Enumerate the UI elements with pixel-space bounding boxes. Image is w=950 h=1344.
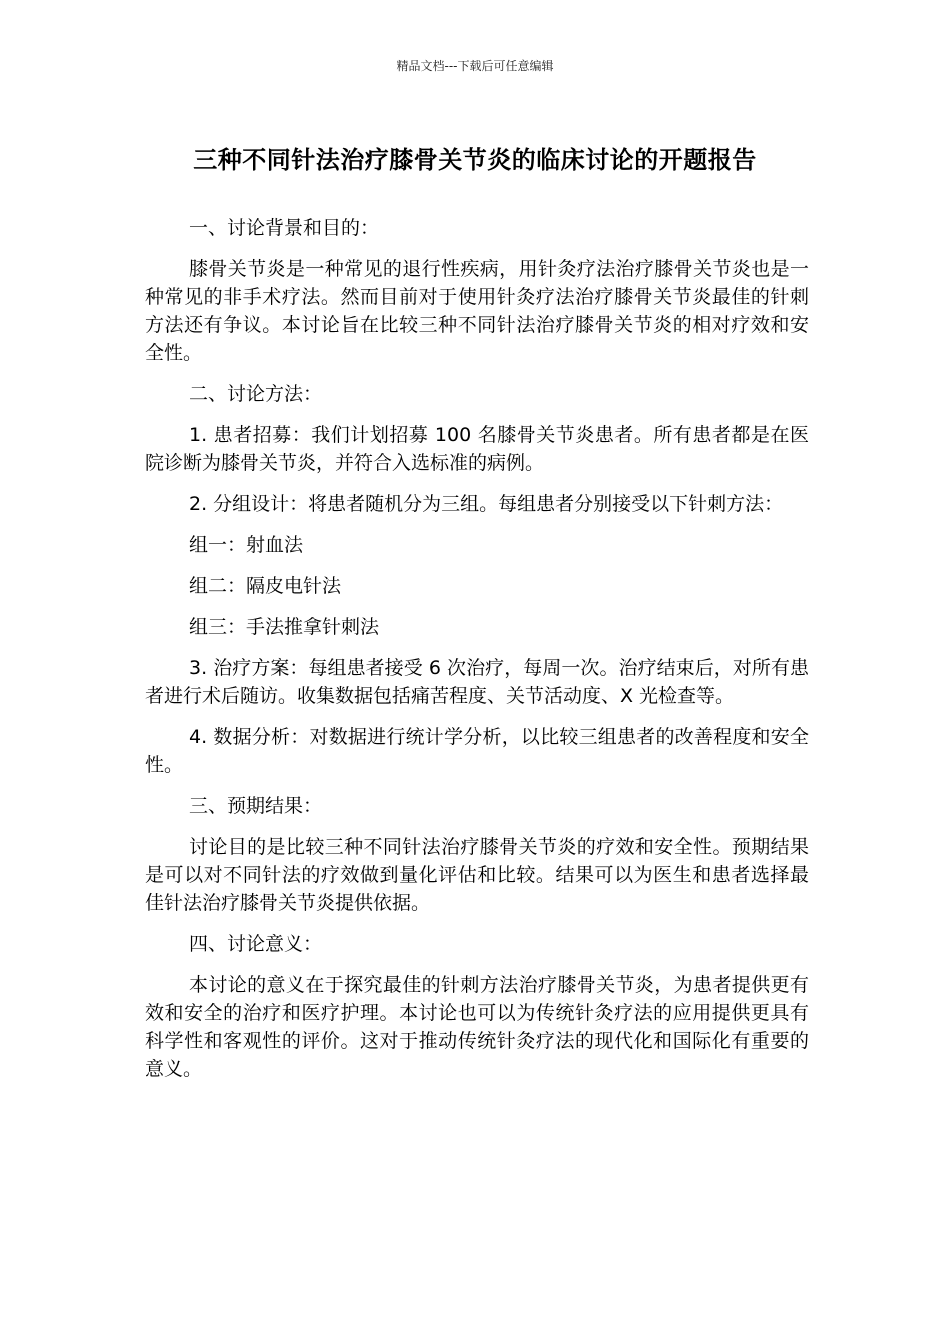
document-body: [145, 214, 809, 1096]
group-three-item: 组三：手法推拿针刺法: [189, 616, 380, 638]
document-title: 三种不同针法治疗膝骨关节炎的临床讨论的开题报告: [193, 146, 757, 174]
paragraph-significance: 本讨论的意义在于探究最佳的针刺方法治疗膝骨关节炎，为患者提供更有效和安全的治疗和医疗护理。本讨论也可以为传统针灸疗法的应用提供更具有科学性和客观性的评价。这对于推动传统针灸疗法的现代化和国际化有重要的意义。: [145, 974, 809, 1080]
paragraph-grouping: 2. 分组设计：将患者随机分为三组。每组患者分别接受以下针刺方法：: [189, 493, 784, 515]
section-heading-expected-results: 三、预期结果：: [189, 795, 323, 817]
section-heading-significance: 四、讨论意义：: [189, 933, 323, 955]
group-one-item: 组一：射血法: [189, 534, 304, 556]
section-heading-methods: 二、讨论方法：: [189, 383, 323, 405]
paragraph-recruitment: 1. 患者招募：我们计划招募 100 名膝骨关节炎患者。所有患者都是在医院诊断为膝骨关节炎，并符合入选标准的病例。: [145, 424, 809, 474]
paragraph-background: 膝骨关节炎是一种常见的退行性疾病，用针灸疗法治疗膝骨关节炎也是一种常见的非手术疗法。然而目前对于使用针灸疗法治疗膝骨关节炎最佳的针刺方法还有争议。本讨论旨在比较三种不同针法治疗膝骨关节炎的相对疗效和安全性。: [145, 258, 809, 364]
paragraph-data-analysis: 4. 数据分析：对数据进行统计学分析，以比较三组患者的改善程度和安全性。: [145, 726, 809, 776]
header-note: 精品文档---下载后可任意编辑: [396, 59, 554, 73]
paragraph-expected-results: 讨论目的是比较三种不同针法治疗膝骨关节炎的疗效和安全性。预期结果是可以对不同针法的疗效做到量化评估和比较。结果可以为医生和患者选择最佳针法治疗膝骨关节炎提供依据。: [145, 836, 809, 914]
section-heading-background: 一、讨论背景和目的：: [189, 217, 380, 239]
paragraph-treatment-plan: 3. 治疗方案：每组患者接受 6 次治疗，每周一次。治疗结束后，对所有患者进行术后随访。收集数据包括痛苦程度、关节活动度、X 光检查等。: [145, 657, 809, 707]
group-two-item: 组二：隔皮电针法: [189, 575, 342, 597]
